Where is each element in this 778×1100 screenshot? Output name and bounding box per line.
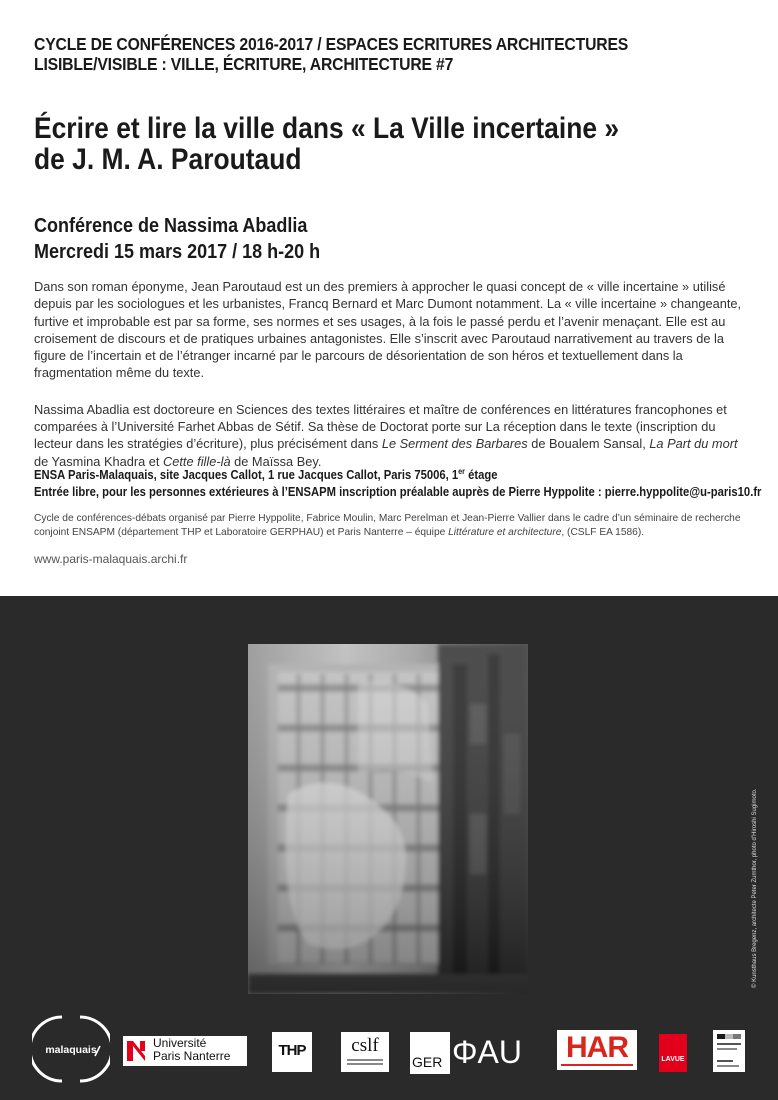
address-text: ENSA Paris-Malaquais, site Jacques Callot, 1 rue Jacques Callot, Paris 75006, 1 [34, 468, 459, 483]
photo-credit [752, 788, 762, 988]
title-line-1: Écrire et lire la ville dans « La Ville incertaine » [34, 112, 620, 145]
phau-text: ΦAU [452, 1034, 522, 1070]
ministry-marianne-icon [713, 1030, 745, 1072]
thp-logo-text: THP [278, 1042, 306, 1059]
credits-team-name: Littérature et architecture [448, 527, 562, 538]
organizer-credits [34, 512, 746, 540]
conference-series-heading [34, 34, 682, 74]
cslf-logo-text: cslf [351, 1035, 379, 1056]
credits-text-a: Cycle de conférences-débats organisé par Pierre Hyppolite, Fabrice Moulin, Marc Perelman et Jean-Pierre Vallier dans le cadre d’un séminaire de recherche conjoint ENSAPM (département THP et Laboratoire GERPHAU) et Paris Nanterre – équipe [34, 513, 741, 538]
nanterre-mark-icon [125, 1038, 149, 1064]
credits-text-b: , (CSLF EA 1586). [561, 527, 645, 538]
har-logo-text: HAR [566, 1031, 628, 1064]
ministry-logo [713, 1030, 745, 1072]
description-paragraph-1: Dans son roman éponyme, Jean Paroutaud est un des premiers à approcher le quasi concept de « ville incertaine » utilisé depuis par les sociologues et les urbanistes, Francq Bernard et Marc Dumont notamment. La « ville incertaine » changeante, furtive et improbable est par sa forme, ses normes et ses usages, à la fois le passé perdu et l’avenir menaçant. Elle est au croisement de discours et de pratiques urbaines antagonistes. Elle s’inscrit avec Paroutaud narrativement au travers de la figure de l’incertain et de l’étranger incarné par le parcours de désorientation de son héros et textuellement dans la fragmentation même du texte. [34, 279, 742, 381]
website-link[interactable]: www.paris-malaquais.archi.fr [34, 552, 188, 566]
series-line-1: CYCLE DE CONFÉRENCES 2016-2017 / ESPACES ECRITURES ARCHITECTURES [34, 34, 629, 54]
photo-credit-text: © Kunsthaus Bregenz, architecte Peter Zumthor, photo d’Hiroshi Sugimoto. [752, 788, 758, 988]
partner-logos [0, 1008, 778, 1100]
speaker-name: Conférence de Nassima Abadlia [34, 215, 308, 237]
lavue-logo-text: LAVUE [661, 1056, 685, 1063]
book-title-2: La Part du mort [649, 436, 738, 452]
nanterre-line-1: Université [153, 1036, 207, 1050]
para2-text-c: de Boualem Sansal, [527, 436, 650, 452]
registration-info: Entrée libre, pour les personnes extérieures à l’ENSAPM inscription préalable auprès de Pierre Hyppolite : pierre.hyppolite@u-paris10.fr [34, 485, 762, 500]
title-line-2: de J. M. A. Paroutaud [34, 143, 302, 176]
book-title-3: Cette fille-là [163, 453, 231, 469]
har-logo [557, 1030, 637, 1070]
floor-superscript: er [458, 467, 465, 476]
gerphau-logo [410, 1032, 542, 1074]
venue-address [34, 463, 718, 484]
architecture-photo [248, 644, 528, 994]
description-paragraph-2 [34, 401, 746, 470]
book-title-1: Le Serment des Barbares [381, 436, 528, 452]
floor-text: étage [464, 468, 498, 483]
dark-image-band [0, 596, 778, 1100]
para2-text-g: de Maïssa Bey. [230, 453, 322, 469]
nanterre-line-2: Paris Nanterre [153, 1049, 231, 1063]
lavue-logo [659, 1034, 687, 1072]
lecture-title [34, 113, 668, 175]
thp-logo [272, 1032, 312, 1072]
nanterre-logo [123, 1036, 247, 1066]
ger-text: GER [412, 1054, 443, 1070]
venue-info [34, 463, 762, 501]
para2-text-e: de Yasmina Khadra et [34, 453, 163, 469]
malaquais-logo [32, 1014, 110, 1084]
para2-text-a: Nassima Abadlia est doctoreure en Sciences des textes littéraires et maître de conférences en littératures francophones et comparées à l’Université Farhet Abbas de Sétif. Sa thèse de Doctorat porte sur La réception dans le texte (inscription du lecteur dans les stratégies d’écriture), plus précisément dans [34, 401, 727, 452]
event-date: Mercredi 15 mars 2017 / 18 h-20 h [34, 241, 321, 263]
malaquais-logo-text: malaquais [45, 1044, 97, 1056]
cslf-logo [341, 1032, 389, 1072]
description [34, 278, 746, 489]
series-line-2: LISIBLE/VISIBLE : VILLE, ÉCRITURE, ARCHITECTURE #7 [34, 54, 454, 74]
speaker-block [34, 213, 320, 265]
